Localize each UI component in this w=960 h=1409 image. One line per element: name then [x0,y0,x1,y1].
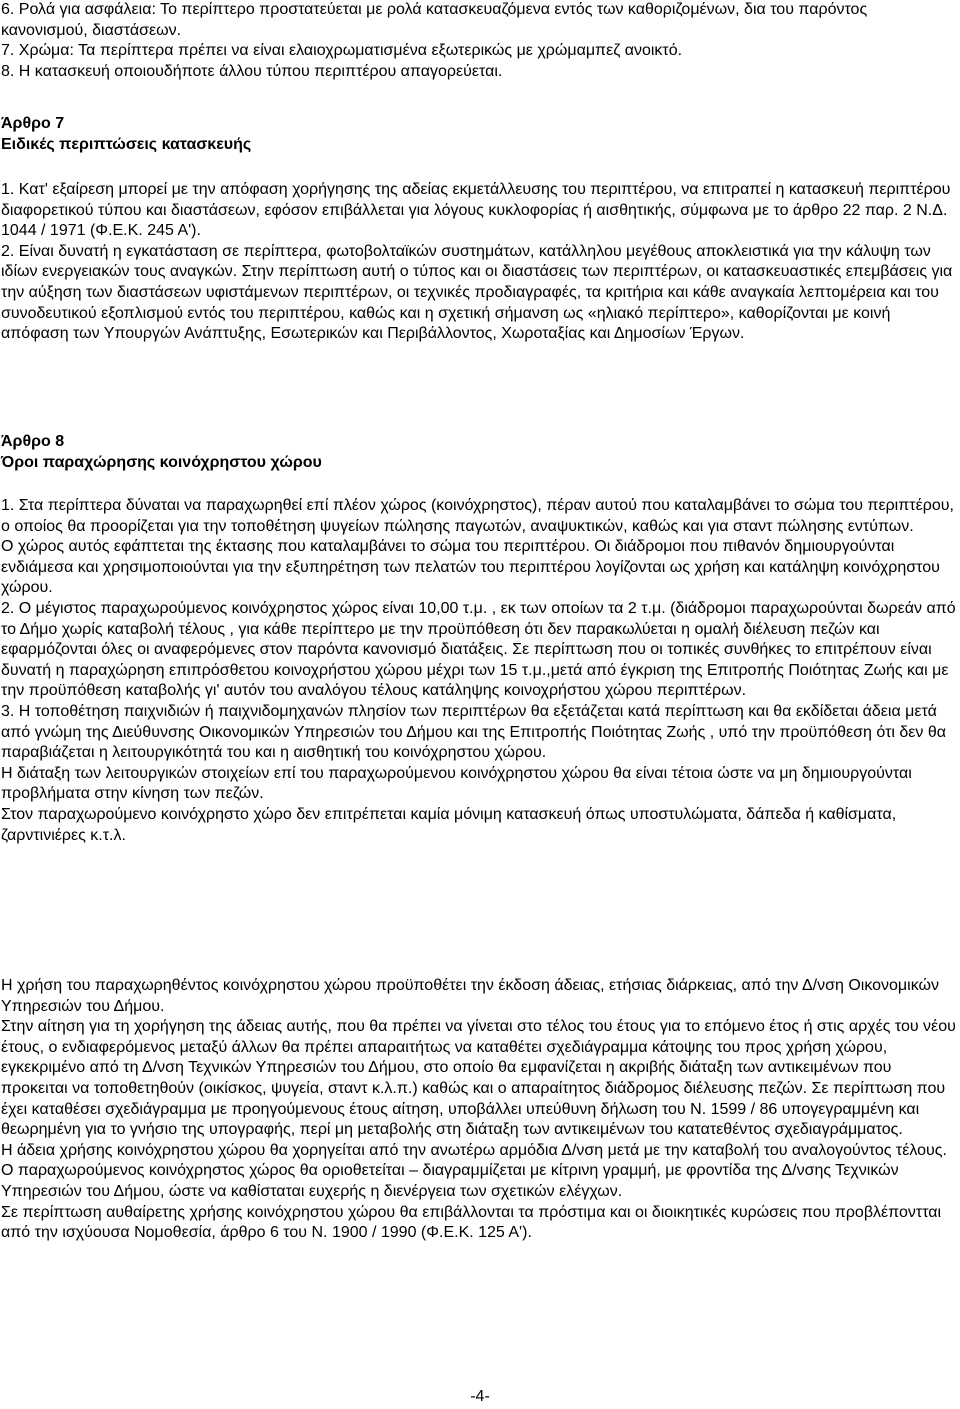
article-8-paragraph: 1. Στα περίπτερα δύναται να παραχωρηθεί επί πλέον χώρος (κοινόχρηστος), πέραν αυτού που καταλαμβάνει το σώμα του περιπτέρου, ο οποίος θα προορίζεται για την τοποθέτηση ψυγείων πώλησης παγωτών, αναψυκτικών, καθώς και για σταντ πώλησης εντύπων. [1,497,954,535]
page-number: -4- [470,1388,490,1405]
article-8-paragraph: Η άδεια χρήσης κοινόχρηστου χώρου θα χορηγείται από την ανωτέρω αρμόδια Δ/νση μετά με την καταβολή του αναλογούντος τέλους. [1,1141,947,1159]
article-8-paragraph: 3. Η τοποθέτηση παιχνιδιών ή παιχνιδομηχανών πλησίον των περιπτέρων θα εξετάζεται κατά περίπτωση και θα εκδίδεται άδεια μετά από γνώμη της Διεύθυνσης Οικονομικών Υπηρεσιών του Δήμου και της Επιτροπής Ποιότητας Ζωής , υπό την προϋπόθεση ότι δεν θα παραβιάζεται η λειτουργικότητά του και η αισθητική του κοινόχρηστου χώρου. [1,702,947,762]
top-items [1,0,957,82]
article-8-paragraph: Η χρήση του παραχωρηθέντος κοινόχρηστου χώρου προϋποθέτει την έκδοση άδειας, ετήσιας διάρκειας, από την Δ/νση Οικονομικών Υπηρεσιών του Δήμου. [1,977,939,1015]
article-7-heading-block [1,114,957,155]
item-7: 7. Χρώμα: Τα περίπτερα πρέπει να είναι ελαιοχρωματισμένα εξωτερικώς με χρώμαμπεζ ανοικτό. [1,42,683,60]
article-8-paragraph: Η διάταξη των λειτουργικών στοιχείων επί του παραχωρούμενου κοινόχρηστου χώρου θα είναι τέτοια ώστε να μη δημιουργούνται προβλήματα στην κίνηση των πεζών. [1,764,912,803]
article-8-body-continued [1,976,957,1244]
item-6: 6. Ρολά για ασφάλεια: Το περίπτερο προστατεύεται με ρολά κατασκευαζόμενα εντός των καθοριζομένων, δια του παρόντος κανονισμού, διαστάσεων. [1,1,868,39]
article-8-paragraph: Ο χώρος αυτός εφάπτεται της έκτασης που καταλαμβάνει το σώμα του περιπτέρου. Οι διάδρομοι που πιθανόν δημιουργούνται ενδιάμεσα και χρησιμοποιούνται για την εξυπηρέτηση των πελατών του περιπτέρου λογίζονται ως χρήση και κατάληψη κοινόχρηστου χώρου. [1,538,940,597]
article-7-paragraph-2: 2. Είναι δυνατή η εγκατάσταση σε περίπτερα, φωτοβολταϊκών συστημάτων, κατάλληλου μεγέθους αποκλειστικά για την κάλυψη των ιδίων ενεργειακών τους αναγκών. Στην περίπτωση αυτή ο τύπος και οι διαστάσεις των περιπτέρων, οι κατασκευαστικές επεμβάσεις για την αύξηση των διαστάσεων υφιστάμενων περιπτέρων, οι τεχνικές προδιαγραφές, τα κριτήρια και κάθε αναγκαία λεπτομέρεια και του συνοδευτικού εξοπλισμού εντός του περιπτέρου, καθώς και η σχετική σήμανση ως «ηλιακό περίπτερο», καθορίζονται με κοινή απόφαση των Υπουργών Ανάπτυξης, Εσωτερικών και Περιβάλλοντος, Χωροταξίας και Δημοσίων Έργων. [1,242,953,343]
article-8-subheading: Όροι παραχώρησης κοινόχρηστου χώρου [1,453,322,471]
article-7-paragraph-1: 1. Κατ' εξαίρεση μπορεί με την απόφαση χορήγησης της αδείας εκμετάλλευσης του περιπτέρου, να επιτραπεί η κατασκευή περιπτέρου διαφορετικού τύπου και διαστάσεων, εφόσον επιβάλλεται για λόγους κυκλοφορίας ή αισθητικής, σύμφωνα με το άρθρο 22 παρ. 2 Ν.Δ. 1044 / 1971 (Φ.Ε.Κ. 245 Α'). [1,181,951,240]
article-8-heading: Άρθρο 8 [1,433,65,450]
article-8-paragraph: Στον παραχωρούμενο κοινόχρηστο χώρο δεν επιτρέπεται καμία μόνιμη κατασκευή όπως υποστυλώματα, δάπεδα ή καθίσματα, ζαρντινιέρες κ.τ.λ. [1,805,897,844]
article-8-paragraph: Σε περίπτωση αυθαίρετης χρήσης κοινόχρηστου χώρου θα επιβάλλονται τα πρόστιμα και οι διοικητικές κυρώσεις που προβλέποντται από την ισχύουσα Νομοθεσία, άρθρο 6 του Ν. 1900 / 1990 (Φ.Ε.Κ. 125 Α'). [1,1203,942,1242]
article-8-paragraph: 2. Ο μέγιστος παραχωρούμενος κοινόχρηστος χώρος είναι 10,00 τ.μ. , εκ των οποίων τα 2 τ.μ. (διάδρομοι παραχωρούνται δωρεάν από το Δήμο χωρίς καταβολή τέλους , για κάθε περίπτερο με την προϋπόθεση ότι δεν παρακωλύεται η ομαλή διέλευση πεζών και εφαρμόζονται όλες οι αναφερόμενες στον παρόντα κανονισμό διατάξεις. Σε περίπτωση που οι τοπικές συνθήκες το επιτρέπουν είναι δυνατή η παραχώρηση επιπρόσθετου κοινοχρήστου χώρου μέχρι των 15 τ.μ.,μετά από έγκριση της Επιτροπής Ποιότητας Ζωής και με την προϋπόθεση καταβολής γι' αυτόν του αναλόγου τέλους κατάληψης κοινοχρήστου χώρου περιπτέρων. [1,599,956,700]
article-7-heading: Άρθρο 7 [1,115,65,132]
article-8-heading-block [1,432,957,473]
article-7-body [1,180,957,345]
item-8: 8. Η κατασκευή οποιουδήποτε άλλου τύπου περιπτέρου απαγορεύεται. [1,62,503,80]
article-8-paragraph: Ο παραχωρούμενος κοινόχρηστος χώρος θα οριοθετείται – διαγραμμίζεται με κίτρινη γραμμή, με φροντίδα της Δ/νσης Τεχνικών Υπηρεσιών του Δήμου, ώστε να καθίσταται ευχερής η διενέργεια των σχετικών ελέγχων. [1,1162,899,1200]
article-8-paragraph: Στην αίτηση για τη χορήγηση της άδειας αυτής, που θα πρέπει να γίνεται στο τέλος του έτους για το επόμενο έτος ή στις αρχές του νέου έτους, ο ενδιαφερόμενος μεταξύ άλλων θα πρέπει απαραιτήτως να καταθέτει σχεδιάγραμμα κάτοψης του προς χρήση χώρου, εγκεκριμένο από τη Δ/νση Τεχνικών Υπηρεσιών του Δήμου, στο οποίο θα εμφανίζεται η ακριβής διάταξη των αντικειμένων που προκειται να τοποθετηθούν (οικίσκος, ψυγεία, σταντ κ.λ.π.) καθώς και ο απαραίτητος διάδρομος διέλευσης πεζών. Σε περίπτωση που έχει καταθέσει σχεδιάγραμμα με προηγούμενους έτους αίτηση, υποβάλλει υπεύθυνη δήλωση του Ν. 1599 / 86 υπογεγραμμένη και θεωρημένη για το γνήσιο της υπογραφής, περί μη μεταβολής στη διάταξη των αντικειμένων του κατατεθέντος σχεδιαγράμματος. [1,1018,956,1139]
article-7-subheading: Ειδικές περιπτώσεις κατασκευής [1,135,252,153]
article-8-body [1,496,957,846]
